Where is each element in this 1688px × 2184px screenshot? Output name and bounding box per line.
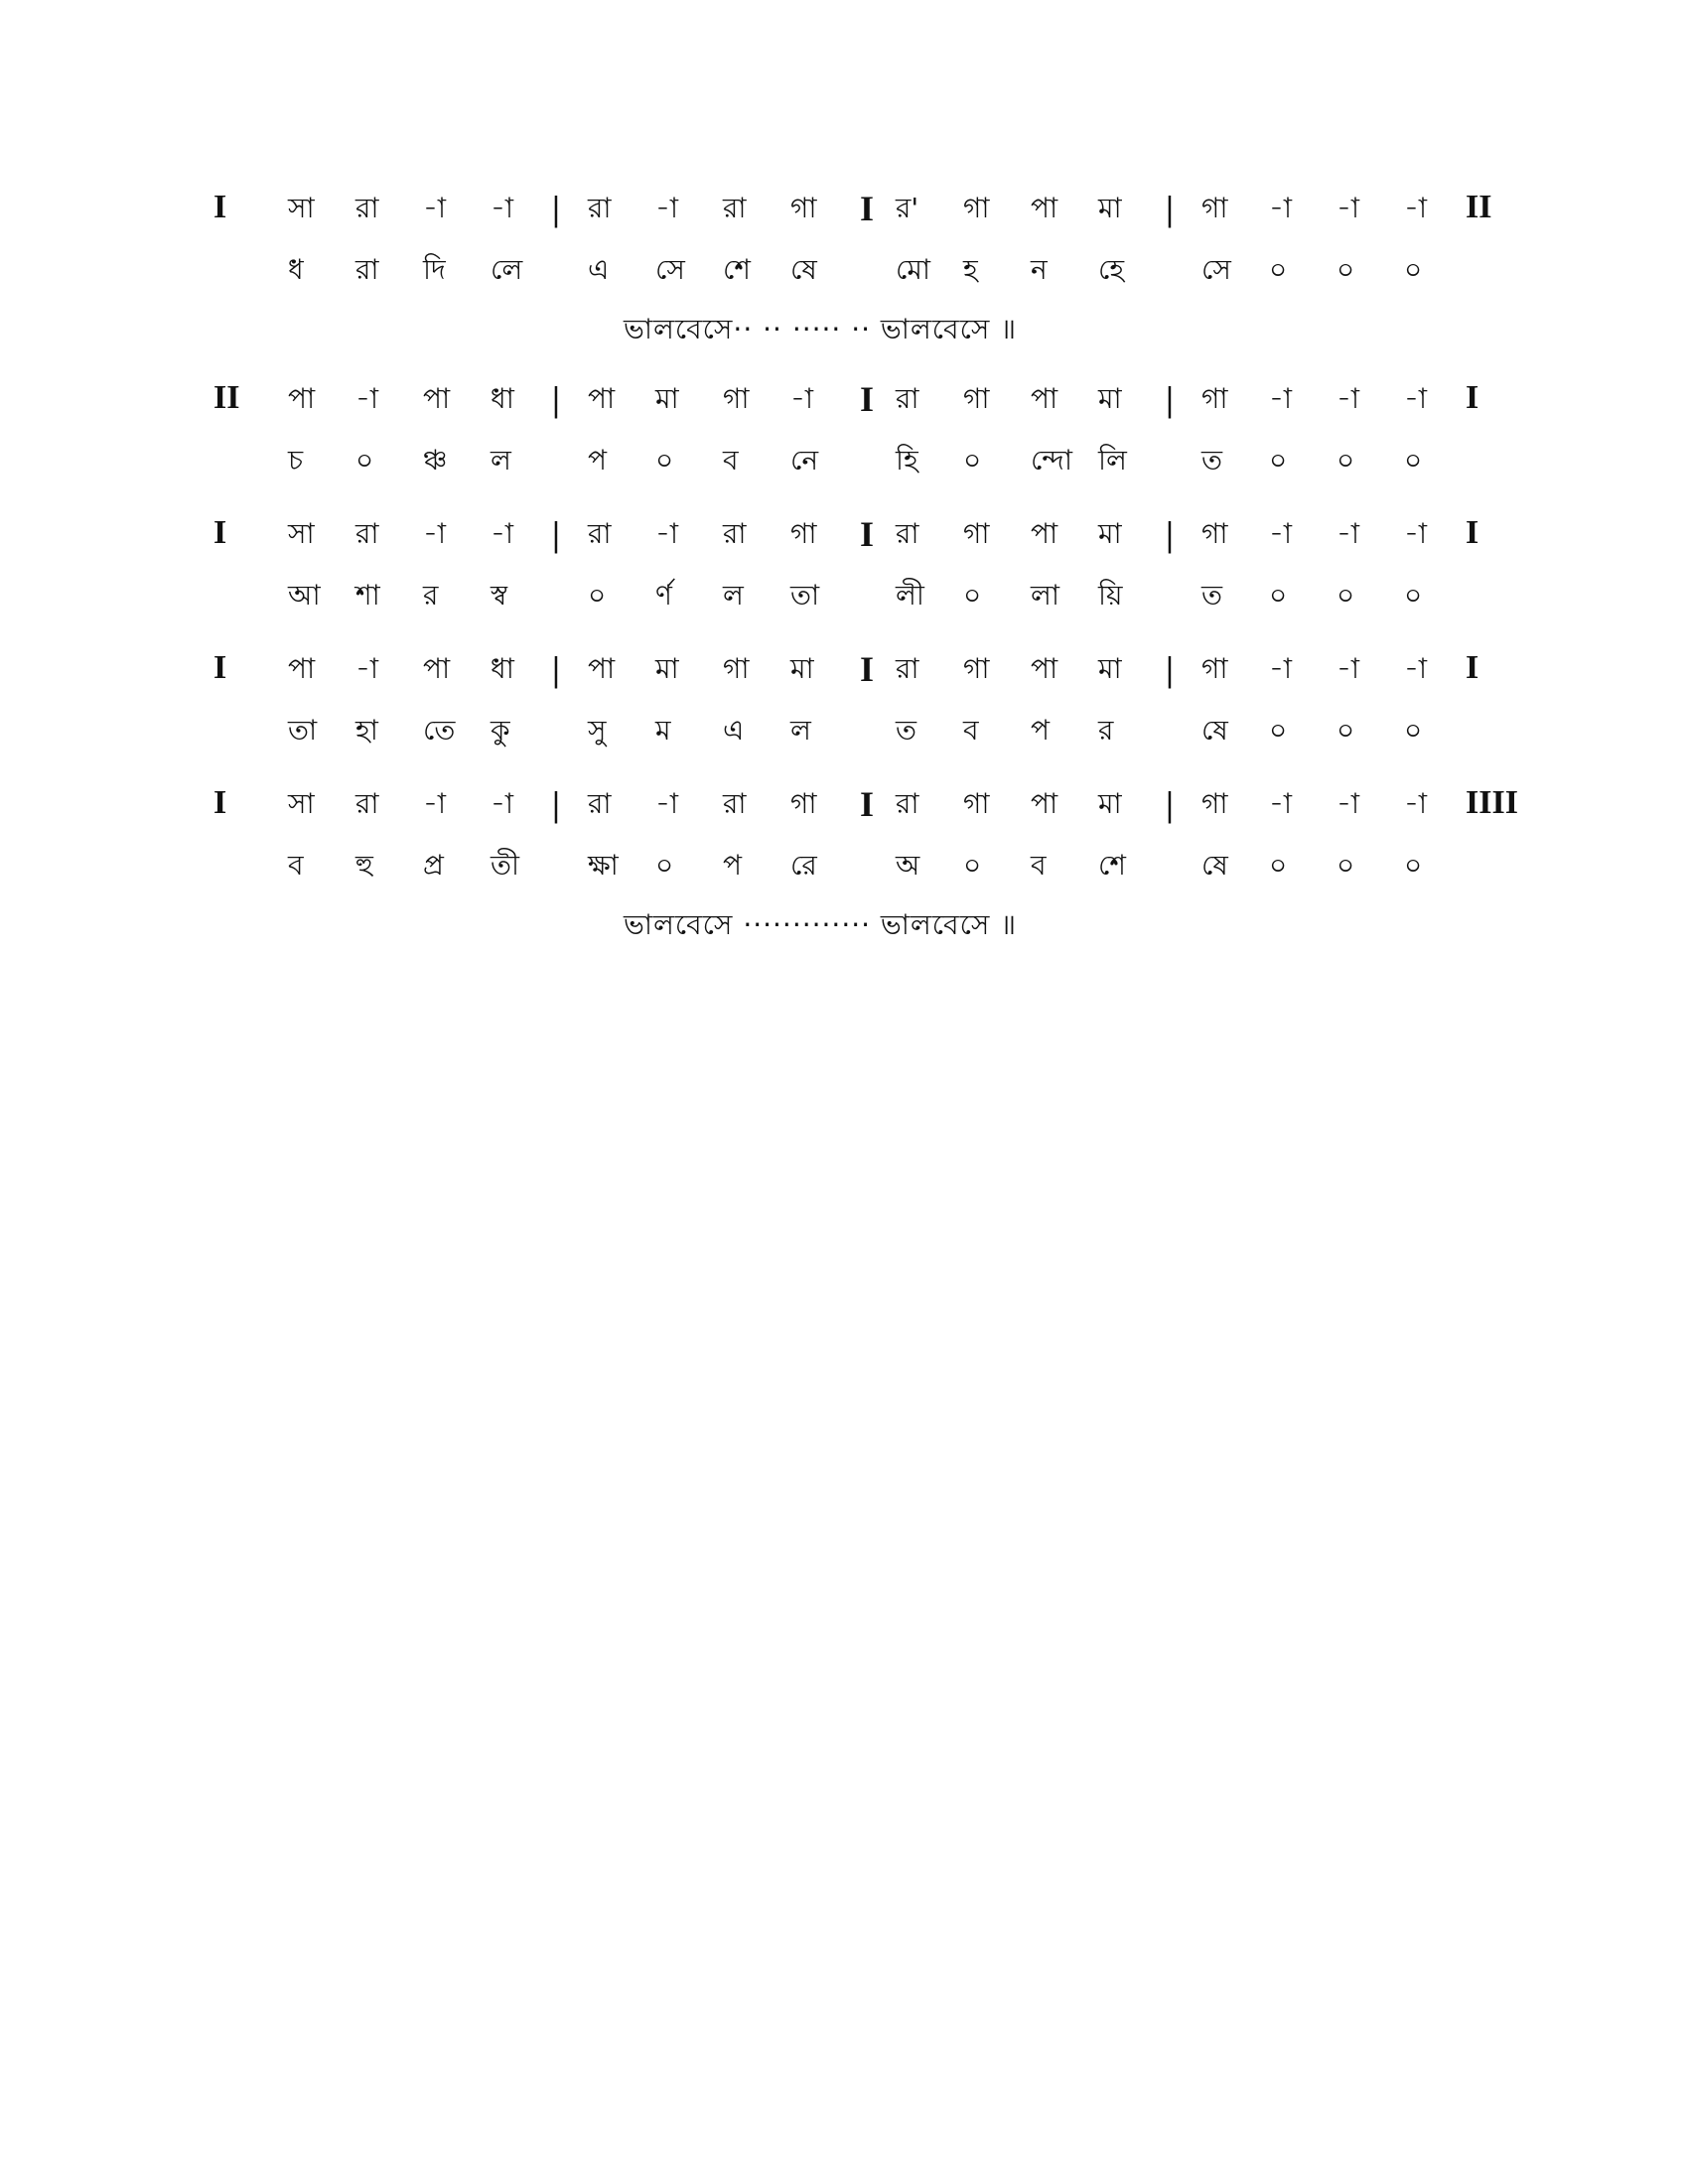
swara-note: গা [963, 787, 990, 820]
lyric-syllable: র [423, 579, 439, 612]
swara-note: -া [1404, 652, 1428, 685]
lyric-syllable: দি [423, 253, 446, 286]
measure-separator: | [1166, 379, 1174, 419]
measure-separator: I [860, 379, 875, 419]
lyric-syllable: ০ [1269, 579, 1288, 612]
lyric-syllable: হি [896, 444, 918, 477]
lyric-syllable: ০ [1336, 579, 1355, 612]
lyric-syllable: ব [723, 444, 739, 477]
lyric-syllable: লে [491, 253, 523, 286]
swara-note: রা [588, 192, 612, 224]
measure-separator: | [552, 649, 560, 689]
end-barline: I [1466, 514, 1479, 551]
lyric-syllable: ত [1201, 444, 1223, 477]
swara-note: পা [288, 382, 316, 415]
lyric-syllable: র্ণ [655, 579, 672, 612]
lyric-syllable: ০ [1336, 253, 1355, 286]
swara-note: রা [588, 517, 612, 550]
lyric-syllable: লা [1031, 579, 1059, 612]
lyric-syllable: ব [963, 714, 979, 747]
end-barline: II [1466, 189, 1492, 225]
swara-note: -া [423, 517, 447, 550]
swara-note: ধা [491, 382, 514, 415]
swara-note: পা [1031, 517, 1058, 550]
lyric-syllable: ০ [588, 579, 607, 612]
start-barline: I [213, 514, 227, 551]
lyric-syllable: চ [288, 444, 304, 477]
measure-separator: | [552, 784, 560, 824]
lyric-syllable: য়ি [1098, 579, 1123, 612]
swara-note: গা [790, 517, 817, 550]
swara-note: পা [288, 652, 316, 685]
swara-note: মা [790, 652, 814, 685]
swara-note: গা [723, 652, 750, 685]
lyric-syllable: ষে [790, 253, 817, 286]
lyric-syllable: শে [723, 253, 751, 286]
refrain-line: ভালবেসে·· ·· ····· ·· ভালবেসে ॥ [624, 313, 1018, 345]
lyric-syllable: সু [588, 714, 607, 747]
swara-note: গা [790, 192, 817, 224]
end-barline: I [1466, 649, 1479, 686]
lyric-syllable: মো [896, 253, 931, 286]
lyric-syllable: হু [355, 849, 373, 882]
lyric-syllable: ০ [1404, 849, 1423, 882]
swara-note: -া [655, 787, 679, 820]
lyric-syllable: লী [896, 579, 924, 612]
lyric-syllable: প [1031, 714, 1051, 747]
swara-note: রা [355, 787, 379, 820]
swara-note: গা [790, 787, 817, 820]
swara-note: ধা [491, 652, 514, 685]
lyric-syllable: সে [655, 253, 685, 286]
swara-note: -া [1336, 382, 1360, 415]
swara-note: পা [1031, 787, 1058, 820]
swara-note: সা [288, 192, 315, 224]
swara-note: রা [896, 517, 919, 550]
lyric-syllable: ষে [1201, 714, 1228, 747]
lyric-syllable: ব [288, 849, 304, 882]
lyric-syllable: ন [1031, 253, 1048, 286]
swara-note: গা [963, 517, 990, 550]
lyric-syllable: ষে [1201, 849, 1228, 882]
swara-note: -া [1269, 192, 1293, 224]
swara-note: র' [896, 192, 919, 224]
lyric-syllable: ঞ্চ [423, 444, 448, 477]
measure-separator: I [860, 189, 875, 228]
lyric-syllable: ০ [355, 444, 374, 477]
measure-separator: I [860, 784, 875, 824]
swara-note: গা [1201, 382, 1228, 415]
swara-note: -া [1404, 192, 1428, 224]
lyric-syllable: ধ [288, 253, 304, 286]
lyric-syllable: ০ [963, 849, 982, 882]
lyric-syllable: প [588, 444, 608, 477]
lyric-syllable: ত [896, 714, 917, 747]
swara-note: -া [491, 517, 514, 550]
swara-note: -া [655, 517, 679, 550]
swara-note: গা [963, 192, 990, 224]
lyric-syllable: শে [1098, 849, 1126, 882]
lyric-syllable: রা [355, 253, 379, 286]
lyric-syllable: ত [1201, 579, 1223, 612]
lyric-syllable: অ [896, 849, 920, 882]
swara-note: রা [355, 517, 379, 550]
swara-note: সা [288, 787, 315, 820]
lyric-syllable: ০ [1269, 714, 1288, 747]
swara-note: -া [1269, 382, 1293, 415]
start-barline: I [213, 784, 227, 821]
lyric-syllable: ০ [1336, 714, 1355, 747]
swara-note: মা [655, 382, 679, 415]
swara-note: পা [588, 652, 616, 685]
swara-note: পা [1031, 192, 1058, 224]
swara-note: -া [1404, 787, 1428, 820]
lyric-syllable: ০ [1404, 714, 1423, 747]
start-barline: II [213, 379, 240, 416]
lyric-syllable: স্ব [491, 579, 508, 612]
swara-note: মা [655, 652, 679, 685]
swara-note: মা [1098, 787, 1122, 820]
swara-note: গা [723, 382, 750, 415]
swara-note: গা [963, 382, 990, 415]
end-barline: IIII [1466, 784, 1518, 821]
lyric-syllable: হে [1098, 253, 1125, 286]
refrain-line: ভালবেসে ············· ভালবেসে ॥ [624, 908, 1018, 941]
lyric-syllable: ল [723, 579, 744, 612]
swara-note: -া [1404, 517, 1428, 550]
swara-note: -া [491, 787, 514, 820]
lyric-syllable: লি [1098, 444, 1127, 477]
swara-note: -া [1336, 192, 1360, 224]
lyric-syllable: তা [288, 714, 318, 747]
lyric-syllable: ০ [1404, 579, 1423, 612]
swara-note: -া [1269, 652, 1293, 685]
lyric-syllable: তে [423, 714, 456, 747]
lyric-syllable: ল [790, 714, 811, 747]
swara-note: পা [588, 382, 616, 415]
lyric-syllable: আ [288, 579, 321, 612]
swara-note: -া [1404, 382, 1428, 415]
swara-note: রা [355, 192, 379, 224]
lyric-syllable: রে [790, 849, 817, 882]
measure-separator: | [1166, 649, 1174, 689]
swara-note: রা [723, 787, 747, 820]
swara-note: -া [1269, 517, 1293, 550]
swara-note: মা [1098, 192, 1122, 224]
lyric-syllable: প [723, 849, 743, 882]
swara-note: পা [1031, 382, 1058, 415]
swara-note: পা [423, 652, 451, 685]
swara-note: গা [963, 652, 990, 685]
swara-note: গা [1201, 787, 1228, 820]
swara-note: রা [896, 787, 919, 820]
lyric-syllable: তা [790, 579, 820, 612]
measure-separator: I [860, 649, 875, 689]
measure-separator: | [1166, 189, 1174, 228]
start-barline: I [213, 649, 227, 686]
swara-note: -া [423, 787, 447, 820]
lyric-syllable: সে [1201, 253, 1231, 286]
swara-note: রা [723, 192, 747, 224]
swara-note: -া [423, 192, 447, 224]
measure-separator: | [552, 514, 560, 554]
lyric-syllable: কু [491, 714, 510, 747]
swara-note: পা [423, 382, 451, 415]
measure-separator: I [860, 514, 875, 554]
lyric-syllable: ০ [655, 849, 674, 882]
lyric-syllable: এ [588, 253, 610, 286]
lyric-syllable: ০ [655, 444, 674, 477]
lyric-syllable: এ [723, 714, 745, 747]
lyric-syllable: প্র [423, 849, 444, 882]
lyric-syllable: ০ [1269, 444, 1288, 477]
swara-note: মা [1098, 652, 1122, 685]
swara-note: -া [1336, 787, 1360, 820]
lyric-syllable: ০ [963, 579, 982, 612]
lyric-syllable: হা [355, 714, 378, 747]
swara-note: গা [1201, 652, 1228, 685]
lyric-syllable: ০ [1269, 849, 1288, 882]
swara-note: মা [1098, 382, 1122, 415]
swara-note: -া [1336, 652, 1360, 685]
swara-note: -া [790, 382, 814, 415]
lyric-syllable: ০ [963, 444, 982, 477]
lyric-syllable: নে [790, 444, 819, 477]
lyric-syllable: ০ [1336, 444, 1355, 477]
swara-note: রা [588, 787, 612, 820]
swara-note: গা [1201, 517, 1228, 550]
lyric-syllable: শা [355, 579, 380, 612]
swara-note: -া [355, 652, 379, 685]
swara-note: মা [1098, 517, 1122, 550]
swara-note: গা [1201, 192, 1228, 224]
lyric-syllable: ০ [1404, 444, 1423, 477]
lyric-syllable: ০ [1269, 253, 1288, 286]
lyric-syllable: ল [491, 444, 511, 477]
swara-note: -া [1336, 517, 1360, 550]
swara-note: পা [1031, 652, 1058, 685]
swara-note: -া [655, 192, 679, 224]
swara-note: -া [355, 382, 379, 415]
swara-note: -া [1269, 787, 1293, 820]
lyric-syllable: তী [491, 849, 520, 882]
swara-note: -া [491, 192, 514, 224]
lyric-syllable: ০ [1404, 253, 1423, 286]
lyric-syllable: ০ [1336, 849, 1355, 882]
swara-note: রা [896, 382, 919, 415]
swara-note: রা [896, 652, 919, 685]
lyric-syllable: ব [1031, 849, 1047, 882]
measure-separator: | [1166, 784, 1174, 824]
measure-separator: | [552, 189, 560, 228]
measure-separator: | [1166, 514, 1174, 554]
start-barline: I [213, 189, 227, 225]
measure-separator: | [552, 379, 560, 419]
lyric-syllable: ম [655, 714, 671, 747]
lyric-syllable: হ [963, 253, 978, 286]
end-barline: I [1466, 379, 1479, 416]
swara-note: সা [288, 517, 315, 550]
swara-note: রা [723, 517, 747, 550]
lyric-syllable: ন্দো [1031, 444, 1072, 477]
lyric-syllable: র [1098, 714, 1114, 747]
lyric-syllable: ক্ষা [588, 849, 619, 882]
